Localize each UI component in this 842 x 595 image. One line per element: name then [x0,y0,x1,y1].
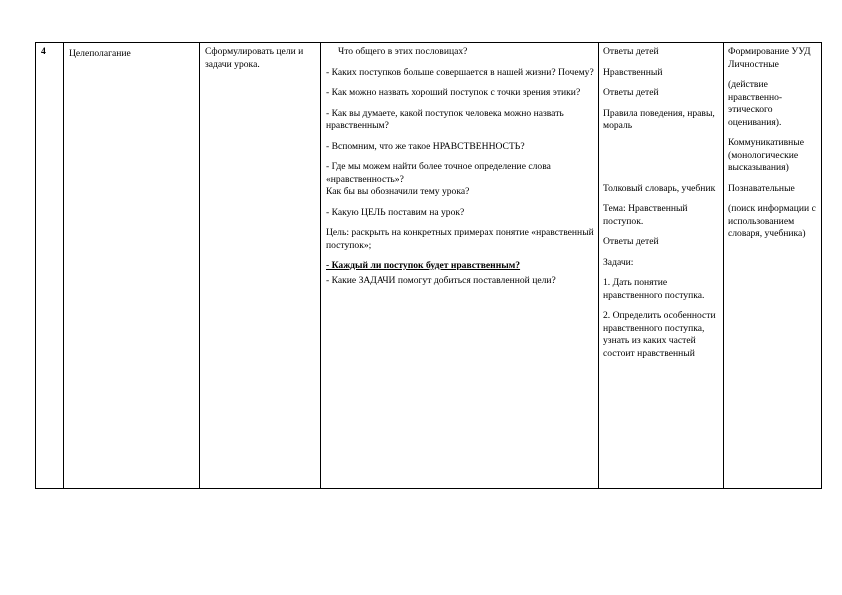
uud-line: (монологические высказывания) [728,149,799,173]
question-line-emphasized: - Каждый ли поступок будет нравственным? [326,260,521,271]
question-line: - Как можно назвать хороший поступок с точки зрения этики? [326,87,581,98]
uud-heading: Формирование УУД [728,46,811,57]
uud-line: Познавательные [728,182,795,194]
column-divider [598,43,599,488]
answer-line: Правила поведения, нравы, мораль [603,107,715,131]
answer-line: Тема: Нравственный поступок. [603,203,688,227]
question-line: - Каких поступков больше совершается в нашей жизни? Почему? [326,66,594,78]
column-divider [320,43,321,488]
column-divider [199,43,200,488]
uud-line: Коммуникативные [728,137,804,148]
question-line: Что общего в этих пословицах? [338,46,468,57]
uud-line: Личностные [728,58,779,70]
column-divider [723,43,724,488]
answer-line: Толковый словарь, учебник [603,182,716,194]
question-line: - Какую ЦЕЛЬ поставим на урок? [326,206,465,218]
teacher-questions [326,46,596,295]
row-number: 4 [41,46,46,57]
answer-line: 1. Дать понятие нравственного поступка. [603,277,705,301]
answer-line: Ответы детей [603,46,659,57]
question-line: - Как вы думаете, какой поступок человека можно назвать нравственным? [326,107,564,131]
uud-column [728,46,820,249]
answer-line: 2. Определить особенности нравственного поступка, узнать из каких частей состоит нравственный [603,310,716,359]
student-answers [603,46,721,368]
lesson-table [35,42,822,489]
question-line: - Какие ЗАДАЧИ помогут добиться поставленной цели? [326,274,556,286]
column-divider [63,43,64,488]
answer-line: Ответы детей [603,236,659,247]
goal-line: Цель: раскрыть на конкретных примерах понятие «нравственный поступок»; [326,227,594,251]
uud-line: (действие нравственно-этического оценивания). [728,79,783,128]
answer-line: Ответы детей [603,87,659,98]
uud-line: (поиск информации с использованием словаря, учебника) [728,203,816,239]
answer-line: Нравственный [603,66,663,78]
question-line: - Где мы можем найти более точное определение слова «нравственность»? [326,161,551,185]
answer-line: Задачи: [603,256,634,268]
stage-name: Целеполагание [69,48,131,59]
teacher-goal: Сформулировать цели и задачи урока. [205,46,304,70]
question-line: - Вспомним, что же такое НРАВСТВЕННОСТЬ? [326,140,525,152]
question-line: Как бы вы обозначили тему урока? [326,186,470,197]
